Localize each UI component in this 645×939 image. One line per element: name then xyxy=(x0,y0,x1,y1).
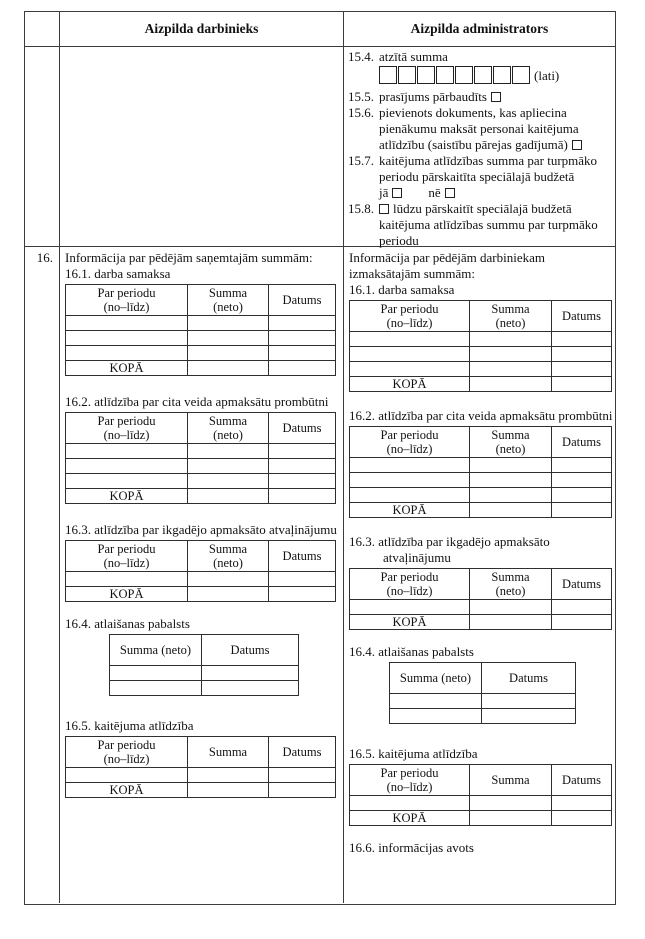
period-column-header: Par periodu (no–līdz) xyxy=(350,301,470,332)
period-cell[interactable] xyxy=(66,768,188,783)
item-15-7-label: kaitējuma atlīdzības summa par turpmāko periodu pārskaitīta speciālajā budžetā xyxy=(379,153,598,184)
date-column-header: Datums xyxy=(269,737,336,768)
item-15-8-number: 15.8. xyxy=(348,201,374,216)
period-column-header: Par periodu (no–līdz) xyxy=(66,413,188,444)
total-label: KOPĀ xyxy=(350,615,470,630)
date-cell[interactable] xyxy=(269,459,336,474)
total-label: KOPĀ xyxy=(350,377,470,392)
severance-table-admin xyxy=(389,662,576,724)
period-cell[interactable] xyxy=(66,459,188,474)
row-16 xyxy=(25,246,615,903)
item-15-6-number: 15.6. xyxy=(348,105,374,120)
total-sum-cell[interactable] xyxy=(188,361,269,376)
yes-option-label: jā xyxy=(379,185,389,200)
date-cell[interactable] xyxy=(552,332,612,347)
sum-neto-column-header: Summa (neto) xyxy=(390,663,482,694)
total-date-cell[interactable] xyxy=(552,377,612,392)
total-sum-cell[interactable] xyxy=(470,811,552,826)
subsection-16-5-label-employee: 16.5. kaitējuma atlīdzība xyxy=(65,718,194,733)
row-15-employee-cell xyxy=(60,47,344,246)
date-column-header: Datums xyxy=(552,301,612,332)
sum-column-header: Summa (neto) xyxy=(470,569,552,600)
date-cell[interactable] xyxy=(552,473,612,488)
sum-cell[interactable] xyxy=(390,694,482,709)
subsection-16-1-label-admin: 16.1. darba samaksa xyxy=(349,282,455,297)
date-cell[interactable] xyxy=(269,444,336,459)
payment-table-16-2-employee xyxy=(65,412,336,504)
amount-digit-box[interactable] xyxy=(417,66,435,84)
date-cell[interactable] xyxy=(552,488,612,503)
severance-table-employee xyxy=(109,634,299,696)
date-column-header: Datums xyxy=(552,569,612,600)
employee-column-title: Aizpilda darbinieks xyxy=(144,21,259,36)
total-date-cell[interactable] xyxy=(269,489,336,504)
row-15-admin-cell xyxy=(344,47,615,246)
date-cell[interactable] xyxy=(269,331,336,346)
subsection-16-2-label-employee: 16.2. atlīdzība par cita veida apmaksātu prombūtni xyxy=(65,394,329,409)
date-column-header: Datums xyxy=(202,635,299,666)
subsection-16-3-label-employee: 16.3. atlīdzība par ikgadējo apmaksāto atvaļinājumu xyxy=(65,522,337,537)
currency-unit-label: (lati) xyxy=(534,68,560,83)
admin-intro: Informācija par pēdējām darbiniekam izmaksātajām summām: xyxy=(349,250,545,281)
transfer-request-checkbox[interactable] xyxy=(379,204,389,214)
sum-cell[interactable] xyxy=(110,681,202,696)
date-column-header: Datums xyxy=(269,285,336,316)
period-cell[interactable] xyxy=(66,572,188,587)
yes-no-options xyxy=(379,185,612,201)
item-15-4-label: atzītā summa xyxy=(379,49,448,64)
no-checkbox[interactable] xyxy=(445,188,455,198)
sum-cell[interactable] xyxy=(188,572,269,587)
total-label: KOPĀ xyxy=(350,503,470,518)
total-label: KOPĀ xyxy=(66,489,188,504)
period-column-header: Par periodu (no–līdz) xyxy=(350,427,470,458)
row-16-number: 16. xyxy=(25,247,60,903)
item-15-6-label: pievienots dokuments, kas apliecina pienākumu maksāt personai kaitējuma atlīdzību (saistību pārejas gadījumā) xyxy=(379,105,579,152)
payment-table-16-3-admin xyxy=(349,568,612,630)
period-cell[interactable] xyxy=(350,458,470,473)
amount-digit-box[interactable] xyxy=(512,66,530,84)
date-cell[interactable] xyxy=(552,600,612,615)
sum-cell[interactable] xyxy=(470,332,552,347)
amount-digit-box[interactable] xyxy=(455,66,473,84)
form-table xyxy=(24,11,616,905)
date-cell[interactable] xyxy=(269,572,336,587)
date-cell[interactable] xyxy=(552,796,612,811)
total-sum-cell[interactable] xyxy=(470,377,552,392)
sum-cell[interactable] xyxy=(470,796,552,811)
sum-column-header: Summa xyxy=(188,737,269,768)
amount-digit-box[interactable] xyxy=(398,66,416,84)
period-column-header: Par periodu (no–līdz) xyxy=(66,737,188,768)
period-column-header: Par periodu (no–līdz) xyxy=(350,765,470,796)
sum-column-header: Summa xyxy=(470,765,552,796)
item-15-7 xyxy=(348,153,612,201)
date-cell[interactable] xyxy=(269,768,336,783)
sum-cell[interactable] xyxy=(470,347,552,362)
sum-cell[interactable] xyxy=(470,600,552,615)
item-15-5-label: prasījums pārbaudīts xyxy=(379,89,487,104)
total-date-cell[interactable] xyxy=(269,783,336,798)
sum-column-header: Summa (neto) xyxy=(188,285,269,316)
total-label: KOPĀ xyxy=(66,361,188,376)
date-cell[interactable] xyxy=(269,474,336,489)
period-cell[interactable] xyxy=(350,600,470,615)
amount-digit-box[interactable] xyxy=(474,66,492,84)
sum-cell[interactable] xyxy=(188,346,269,361)
date-cell[interactable] xyxy=(269,316,336,331)
row-16-employee-cell xyxy=(60,247,344,903)
document-attached-checkbox[interactable] xyxy=(572,140,582,150)
amount-digit-boxes xyxy=(379,66,612,87)
period-cell[interactable] xyxy=(350,488,470,503)
sum-cell[interactable] xyxy=(110,666,202,681)
no-option-label: nē xyxy=(428,185,441,200)
item-15-6 xyxy=(348,105,612,153)
amount-digit-box[interactable] xyxy=(379,66,397,84)
total-sum-cell[interactable] xyxy=(188,489,269,504)
date-cell[interactable] xyxy=(202,666,299,681)
payment-table-16-3-employee xyxy=(65,540,336,602)
total-sum-cell[interactable] xyxy=(188,587,269,602)
total-sum-cell[interactable] xyxy=(470,615,552,630)
subsection-16-4-label-employee: 16.4. atlaišanas pabalsts xyxy=(65,616,190,631)
subsection-16-1-label-employee: 16.1. darba samaksa xyxy=(65,266,171,281)
payment-table-16-2-admin xyxy=(349,426,612,518)
total-sum-cell[interactable] xyxy=(188,783,269,798)
period-cell[interactable] xyxy=(350,332,470,347)
period-cell[interactable] xyxy=(66,316,188,331)
subsection-16-6-label-admin: 16.6. informācijas avots xyxy=(349,840,474,855)
yes-checkbox[interactable] xyxy=(392,188,402,198)
amount-digit-box[interactable] xyxy=(493,66,511,84)
sum-cell[interactable] xyxy=(470,488,552,503)
row-number-column-header xyxy=(25,12,60,46)
header-row xyxy=(25,12,615,46)
subsection-16-4-label-admin: 16.4. atlaišanas pabalsts xyxy=(349,644,474,659)
period-cell[interactable] xyxy=(350,473,470,488)
date-cell[interactable] xyxy=(482,694,576,709)
item-15-4 xyxy=(348,49,612,89)
subsection-16-3-label-admin: 16.3. atlīdzība par ikgadējo apmaksāto atvaļinājumu xyxy=(349,534,550,565)
row-15-number-cell xyxy=(25,47,60,246)
sum-cell[interactable] xyxy=(188,474,269,489)
employee-column-header xyxy=(60,12,344,46)
sum-column-header: Summa (neto) xyxy=(470,301,552,332)
total-sum-cell[interactable] xyxy=(470,503,552,518)
period-cell[interactable] xyxy=(66,474,188,489)
sum-cell[interactable] xyxy=(390,709,482,724)
sum-column-header: Summa (neto) xyxy=(188,541,269,572)
date-cell[interactable] xyxy=(202,681,299,696)
period-cell[interactable] xyxy=(350,796,470,811)
damage-compensation-table-admin xyxy=(349,764,612,826)
damage-compensation-table-employee xyxy=(65,736,336,798)
item-15-7-number: 15.7. xyxy=(348,153,374,168)
period-column-header: Par periodu (no–līdz) xyxy=(350,569,470,600)
total-label: KOPĀ xyxy=(350,811,470,826)
sum-column-header: Summa (neto) xyxy=(470,427,552,458)
item-15-5 xyxy=(348,89,612,105)
admin-column-header xyxy=(344,12,615,46)
period-column-header: Par periodu (no–līdz) xyxy=(66,541,188,572)
sum-cell[interactable] xyxy=(470,362,552,377)
sum-column-header: Summa (neto) xyxy=(188,413,269,444)
total-date-cell[interactable] xyxy=(552,615,612,630)
date-column-header: Datums xyxy=(552,427,612,458)
period-cell[interactable] xyxy=(350,347,470,362)
item-15-4-number: 15.4. xyxy=(348,49,374,64)
payment-table-16-1-employee xyxy=(65,284,336,376)
date-cell[interactable] xyxy=(552,347,612,362)
total-label: KOPĀ xyxy=(66,587,188,602)
total-date-cell[interactable] xyxy=(269,361,336,376)
date-column-header: Datums xyxy=(269,413,336,444)
period-cell[interactable] xyxy=(66,331,188,346)
date-cell[interactable] xyxy=(269,346,336,361)
sum-cell[interactable] xyxy=(188,459,269,474)
date-column-header: Datums xyxy=(552,765,612,796)
item-15-5-number: 15.5. xyxy=(348,89,374,104)
sum-cell[interactable] xyxy=(470,473,552,488)
item-15-8-label: lūdzu pārskaitīt speciālajā budžetā kaitējuma atlīdzības summu par turpmāko periodu xyxy=(379,201,598,248)
sum-cell[interactable] xyxy=(188,331,269,346)
sum-cell[interactable] xyxy=(188,444,269,459)
amount-digit-box[interactable] xyxy=(436,66,454,84)
sum-cell[interactable] xyxy=(188,316,269,331)
date-column-header: Datums xyxy=(269,541,336,572)
total-date-cell[interactable] xyxy=(552,811,612,826)
total-date-cell[interactable] xyxy=(552,503,612,518)
sum-cell[interactable] xyxy=(188,768,269,783)
sum-cell[interactable] xyxy=(470,458,552,473)
period-column-header: Par periodu (no–līdz) xyxy=(66,285,188,316)
date-cell[interactable] xyxy=(482,709,576,724)
item-15-8 xyxy=(348,201,612,249)
employee-intro: Informācija par pēdējām saņemtajām summām: xyxy=(65,250,313,265)
total-label: KOPĀ xyxy=(66,783,188,798)
period-cell[interactable] xyxy=(350,362,470,377)
total-date-cell[interactable] xyxy=(269,587,336,602)
sum-neto-column-header: Summa (neto) xyxy=(110,635,202,666)
period-cell[interactable] xyxy=(66,444,188,459)
row-15 xyxy=(25,46,615,246)
admin-column-title: Aizpilda administrators xyxy=(410,21,549,36)
row-16-admin-cell xyxy=(344,247,615,903)
date-column-header: Datums xyxy=(482,663,576,694)
date-cell[interactable] xyxy=(552,458,612,473)
subsection-16-2-label-admin: 16.2. atlīdzība par cita veida apmaksātu prombūtni xyxy=(349,408,613,423)
period-cell[interactable] xyxy=(66,346,188,361)
subsection-16-5-label-admin: 16.5. kaitējuma atlīdzība xyxy=(349,746,478,761)
claim-checked-checkbox[interactable] xyxy=(491,92,501,102)
date-cell[interactable] xyxy=(552,362,612,377)
payment-table-16-1-admin xyxy=(349,300,612,392)
